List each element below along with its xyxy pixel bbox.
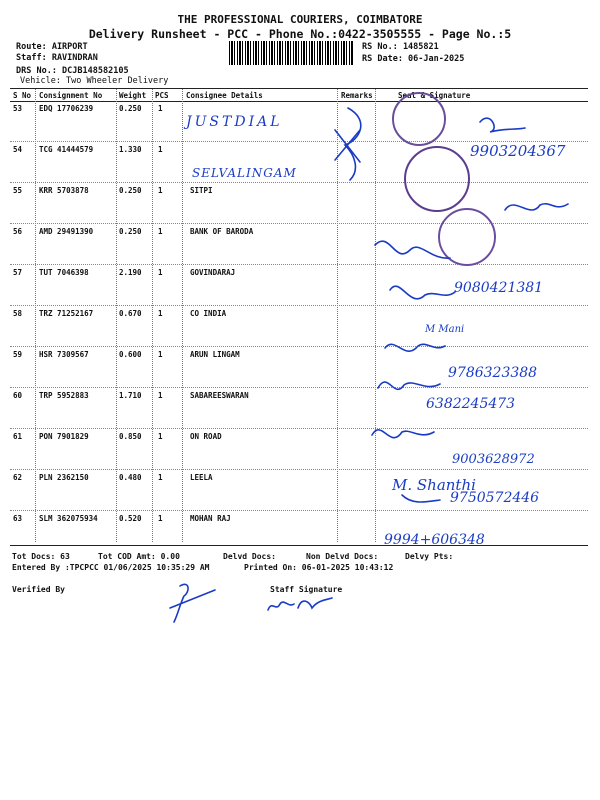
col-header-consignment: Consignment No xyxy=(39,91,103,100)
handwritten-phone: 9080421381 xyxy=(454,280,544,296)
row-consignment-no: PLN 2362150 xyxy=(39,473,89,482)
col-header-sno: S No xyxy=(13,91,32,100)
col-header-pcs: PCS xyxy=(155,91,169,100)
row-sno: 55 xyxy=(13,186,23,195)
handwritten-phone: 9786323388 xyxy=(448,365,538,381)
barcode xyxy=(229,41,354,65)
row-consignment-no: TUT 7046398 xyxy=(39,268,89,277)
row-weight: 0.250 xyxy=(119,104,142,113)
col-divider xyxy=(116,89,117,542)
row-pcs: 1 xyxy=(158,514,163,523)
handwritten-phone: 9903204367 xyxy=(470,142,566,160)
row-consignment-no: TRP 5952883 xyxy=(39,391,89,400)
row-consignment-no: PON 7901829 xyxy=(39,432,89,441)
row-weight: 2.190 xyxy=(119,268,142,277)
row-consignee: ON ROAD xyxy=(190,432,222,441)
row-pcs: 1 xyxy=(158,104,163,113)
rs-number: RS No.: 1485821 xyxy=(362,42,439,52)
row-consignee: LEELA xyxy=(190,473,213,482)
row-pcs: 1 xyxy=(158,473,163,482)
row-consignee: GOVINDARAJ xyxy=(190,268,236,277)
row-consignment-no: TCG 41444579 xyxy=(39,145,94,154)
handwritten-consignee: JUSTDIAL xyxy=(186,114,283,130)
route-label: Route: AIRPORT xyxy=(16,42,88,52)
row-sno: 57 xyxy=(13,268,23,277)
row-consignee: SITPI xyxy=(190,186,213,195)
handwritten-phone: 9994+606348 xyxy=(384,532,485,548)
signature-scribbles xyxy=(330,100,600,545)
row-sno: 58 xyxy=(13,309,23,318)
handwritten-phone: 9003628972 xyxy=(452,452,535,467)
total-cod-amount: Tot COD Amt: 0.00 xyxy=(98,552,180,561)
vehicle-label: Vehicle: Two Wheeler Delivery xyxy=(20,76,169,86)
row-pcs: 1 xyxy=(158,268,163,277)
entered-by: Entered By :TPCPCC 01/06/2025 10:35:29 AM xyxy=(12,563,210,572)
row-consignee: SABAREESWARAN xyxy=(190,391,249,400)
table-top-rule xyxy=(10,88,588,89)
row-sno: 54 xyxy=(13,145,23,154)
row-sno: 56 xyxy=(13,227,23,236)
drs-number: DRS No.: DCJB148582105 xyxy=(16,66,129,76)
row-sno: 63 xyxy=(13,514,23,523)
footer-signatures xyxy=(160,578,360,628)
col-divider xyxy=(152,89,153,542)
col-header-consignee: Consignee Details xyxy=(186,91,263,100)
delivery-points: Delvy Pts: xyxy=(405,552,454,561)
row-consignee: MOHAN RAJ xyxy=(190,514,231,523)
row-consignee: ARUN LINGAM xyxy=(190,350,240,359)
verified-by-label: Verified By xyxy=(12,585,65,594)
row-sno: 59 xyxy=(13,350,23,359)
rs-date: RS Date: 06-Jan-2025 xyxy=(362,54,465,64)
row-sno: 60 xyxy=(13,391,23,400)
row-weight: 0.250 xyxy=(119,186,142,195)
row-consignee: CO INDIA xyxy=(190,309,227,318)
row-consignment-no: TRZ 71252167 xyxy=(39,309,94,318)
row-pcs: 1 xyxy=(158,309,163,318)
row-sno: 61 xyxy=(13,432,23,441)
total-docs: Tot Docs: 63 xyxy=(12,552,70,561)
row-pcs: 1 xyxy=(158,145,163,154)
staff-label: Staff: RAVINDRAN xyxy=(16,53,98,63)
row-consignment-no: AMD 29491390 xyxy=(39,227,94,236)
handwritten-name: M. Shanthi xyxy=(392,476,476,494)
col-header-weight: Weight xyxy=(119,91,147,100)
row-weight: 0.250 xyxy=(119,227,142,236)
row-weight: 0.600 xyxy=(119,350,142,359)
printed-on: Printed On: 06-01-2025 10:43:12 xyxy=(244,563,394,572)
row-weight: 0.670 xyxy=(119,309,142,318)
runsheet-subtitle: Delivery Runsheet - PCC - Phone No.:0422-3505555 - Page No.:5 xyxy=(88,27,512,41)
row-weight: 0.480 xyxy=(119,473,142,482)
row-weight: 0.850 xyxy=(119,432,142,441)
col-divider xyxy=(35,89,36,542)
company-title: THE PROFESSIONAL COURIERS, COIMBATORE xyxy=(177,13,423,26)
row-sno: 62 xyxy=(13,473,23,482)
col-header-seal-signature: Seal & Signature xyxy=(398,91,471,100)
row-weight: 0.520 xyxy=(119,514,142,523)
non-delivered-docs: Non Delvd Docs: xyxy=(306,552,379,561)
row-weight: 1.330 xyxy=(119,145,142,154)
handwritten-phone: 6382245473 xyxy=(426,396,516,412)
row-sno: 53 xyxy=(13,104,23,113)
row-weight: 1.710 xyxy=(119,391,142,400)
row-consignment-no: KRR 5703878 xyxy=(39,186,89,195)
row-pcs: 1 xyxy=(158,227,163,236)
delivered-docs: Delvd Docs: xyxy=(223,552,276,561)
row-pcs: 1 xyxy=(158,391,163,400)
table-bottom-rule xyxy=(10,545,588,546)
row-consignee: BANK OF BARODA xyxy=(190,227,254,236)
col-divider xyxy=(182,89,183,542)
row-consignment-no: HSR 7309567 xyxy=(39,350,89,359)
row-pcs: 1 xyxy=(158,432,163,441)
staff-signature-label: Staff Signature xyxy=(270,585,343,594)
handwritten-consignee: SELVALINGAM xyxy=(192,166,297,180)
row-pcs: 1 xyxy=(158,186,163,195)
row-pcs: 1 xyxy=(158,350,163,359)
handwritten-phone: 9750572446 xyxy=(450,490,540,506)
row-consignment-no: SLM 362075934 xyxy=(39,514,98,523)
row-consignment-no: EDQ 17706239 xyxy=(39,104,94,113)
col-header-remarks: Remarks xyxy=(341,91,373,100)
handwritten-name: M Mani xyxy=(425,324,465,335)
